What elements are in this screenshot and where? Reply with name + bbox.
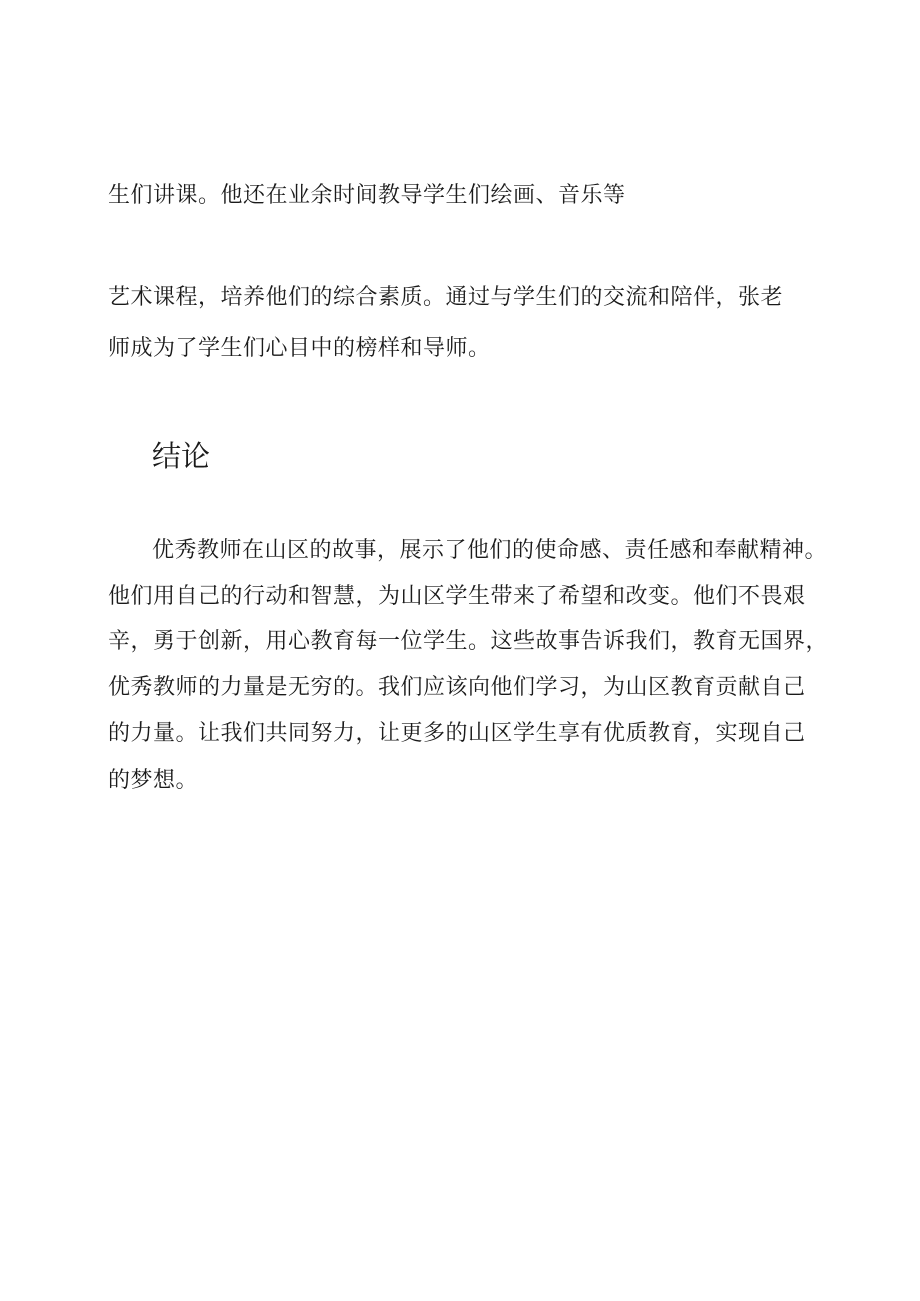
conclusion-line-2: 他们用自己的行动和智慧，为山区学生带来了希望和改变。他们不畏艰 [108, 584, 806, 609]
section-heading: 结论 [152, 439, 211, 473]
intro-line-2: 艺术课程，培养他们的综合素质。通过与学生们的交流和陪伴，张老 [108, 285, 784, 310]
conclusion-line-5: 的力量。让我们共同努力，让更多的山区学生享有优质教育，实现自己 [108, 721, 806, 746]
conclusion-line-1: 优秀教师在山区的故事，展示了他们的使命感、责任感和奉献精神。 [152, 538, 828, 563]
intro-line-1: 生们讲课。他还在业余时间教导学生们绘画、音乐等 [108, 183, 626, 208]
conclusion-line-4: 优秀教师的力量是无穷的。我们应该向他们学习，为山区教育贡献自己 [108, 675, 806, 700]
conclusion-line-6: 的梦想。 [108, 768, 199, 793]
conclusion-line-3: 辛，勇于创新，用心教育每一位学生。这些故事告诉我们，教育无国界， [108, 629, 829, 654]
intro-line-3: 师成为了学生们心目中的榜样和导师。 [108, 336, 491, 361]
